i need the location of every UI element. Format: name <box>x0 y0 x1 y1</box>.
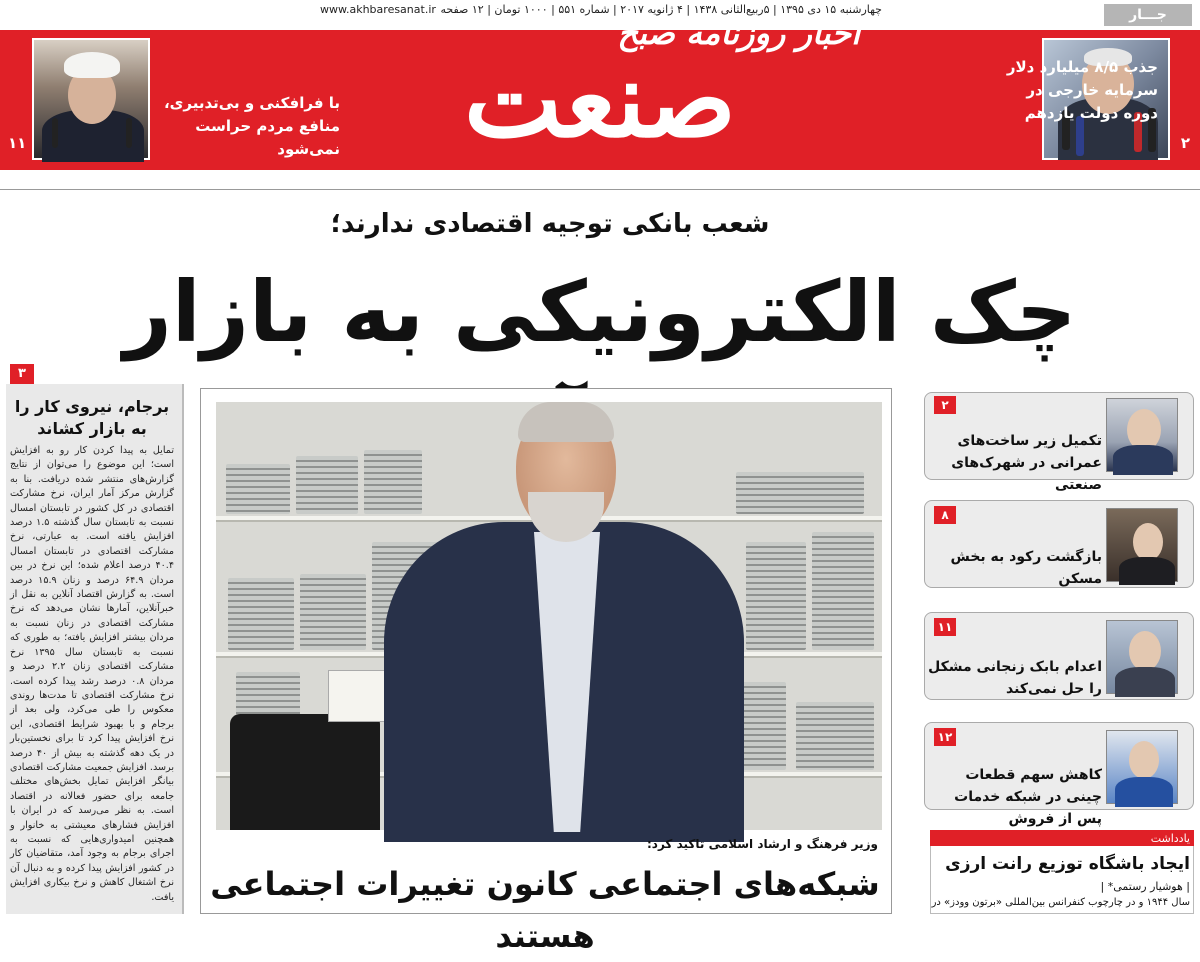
right-box-4-photo <box>1106 730 1178 804</box>
left-column-body: تمایل به پیدا کردن کار رو به افزایش است؛ این موضوع را می‌توان از نتایج گزارش‌های منتشر شده دریافت. بنا به گزارش مرکز آمار ایران، نرخ مشارکت اقتصادی در کل کشور در تابستان امسال نسبت به تابستان سال گذشته ۱.۵ درصد افزایش یافته است. به عبارتی، نرخ مشارکت اقتصادی در تابستان امسال ۴۰.۴ درصد اعلام شده؛ این نرخ در بین مردان ۶۴.۹ درصد و زنان ۱۵.۹ درصد است. به گزارش اقتصاد آنلاین به نقل از خبرآنلاین، آمارها نشان می‌دهد که نرخ مشارکت اقتصادی در زنان نسبت به مردان بیشتر افزایش یافته؛ به طوری که نسبت به تابستان سال ۱۳۹۵ نرخ مشارکت اقتصادی زنان ۲.۲ درصد و مردان ۰.۸ درصد رشد پیدا کرده است. نرخ مشارکت اقتصادی تا مدت‌ها روندی معکوس را طی می‌کرد، ولی بعد از برجام و با بهبود شرایط اقتصادی، این نرخ افزایش پیدا کرد تا برای نخستین‌بار در یک دهه گذشته به بیش از ۴۰ درصد برسد. افزایش جمعیت مشارکت اقتصادی بیانگر افزایش تمایل بخش‌های مختلف جامعه برای حضور فعالانه در اقتصاد است. به نظر می‌رسد که در ایران با افزایش فشارهای معیشتی به خانوار و همچنین امیدواری‌هایی که نسبت به اجرای برجام به وجود آمد، متقاضیان کار در کشور افزایش پیدا کرده و به دنبال آن نرخ اشتغال کاهش و نرخ بیکاری افزایش یافت. <box>10 445 175 903</box>
note-body: سال ۱۹۴۴ و در چارچوب کنفرانس بین‌المللی «برتون وودز» در <box>931 897 1190 908</box>
feature-caption-kicker: وزیر فرهنگ و ارشاد اسلامی تاکید کرد: <box>647 837 878 851</box>
left-column-page-badge: ۳ <box>10 364 34 384</box>
right-box-4-page: ۱۲ <box>934 728 956 746</box>
note-label: یادداشت <box>1150 832 1190 845</box>
right-box-3-title[interactable]: اعدام بابک زنجانی مشکل را حل نمی‌کند <box>928 659 1102 697</box>
website-link[interactable]: www.akhbaresanat.ir <box>320 3 436 16</box>
chair <box>230 714 380 830</box>
right-box-1-photo <box>1106 398 1178 472</box>
left-teaser-page: ۱۱ <box>8 134 27 152</box>
label-card <box>328 670 390 722</box>
right-box-2-photo <box>1106 508 1178 582</box>
lead-headline[interactable]: چک الکترونیکی به بازار <box>123 263 1077 361</box>
right-teaser-text[interactable]: جذب ۸/۵ میلیارد دلار سرمایه خارجی در دوره دولت یازدهم <box>1006 58 1158 122</box>
feature-photo[interactable] <box>216 402 882 830</box>
masthead-title: صنعت <box>464 38 736 161</box>
right-box-3-page: ۱۱ <box>934 618 956 636</box>
right-box-4-title[interactable]: کاهش سهم قطعات چینی در شبکه خدمات پس از فروش <box>954 767 1102 827</box>
note-author: | هوشیار رستمی* | <box>1100 880 1190 893</box>
date-line: چهارشنبه ۱۵ دی ۱۳۹۵ | ۵ربیع‌الثانی ۱۴۳۸ | ۴ ژانویه ۲۰۱۷ | شماره ۵۵۱ | ۱۰۰۰ تومان | ۱۲ صفحه <box>440 3 882 16</box>
right-teaser-page: ۲ <box>1180 134 1190 152</box>
right-box-2-title[interactable]: بازگشت رکود به بخش مسکن <box>950 549 1102 587</box>
right-box-2-page: ۸ <box>934 506 956 524</box>
right-box-1-page: ۲ <box>934 396 956 414</box>
date-strip <box>0 170 1200 190</box>
lead-kicker: شعب بانکی توجیه اقتصادی ندارند؛ <box>330 209 770 239</box>
left-column-title[interactable]: برجام، نیروی کار را به بازار کشاند <box>14 397 170 438</box>
right-box-1-title[interactable]: تکمیل زیر ساخت‌های عمرانی در شهرک‌های صنعتی <box>951 433 1102 493</box>
masthead-pre-title: اخبار روزنامه صبح <box>617 14 860 52</box>
note-title[interactable]: ایجاد باشگاه توزیع رانت ارزی <box>945 854 1190 874</box>
feature-caption-headline[interactable]: شبکه‌های اجتماعی کانون تغییرات اجتماعی هستند <box>210 865 880 955</box>
left-teaser-photo[interactable] <box>32 38 150 160</box>
left-teaser-text[interactable]: با فرافکنی و بی‌تدبیری، منافع مردم حراست نمی‌شود <box>163 94 340 158</box>
corner-logo: جـــار <box>1104 4 1192 26</box>
right-box-3-photo <box>1106 620 1178 694</box>
